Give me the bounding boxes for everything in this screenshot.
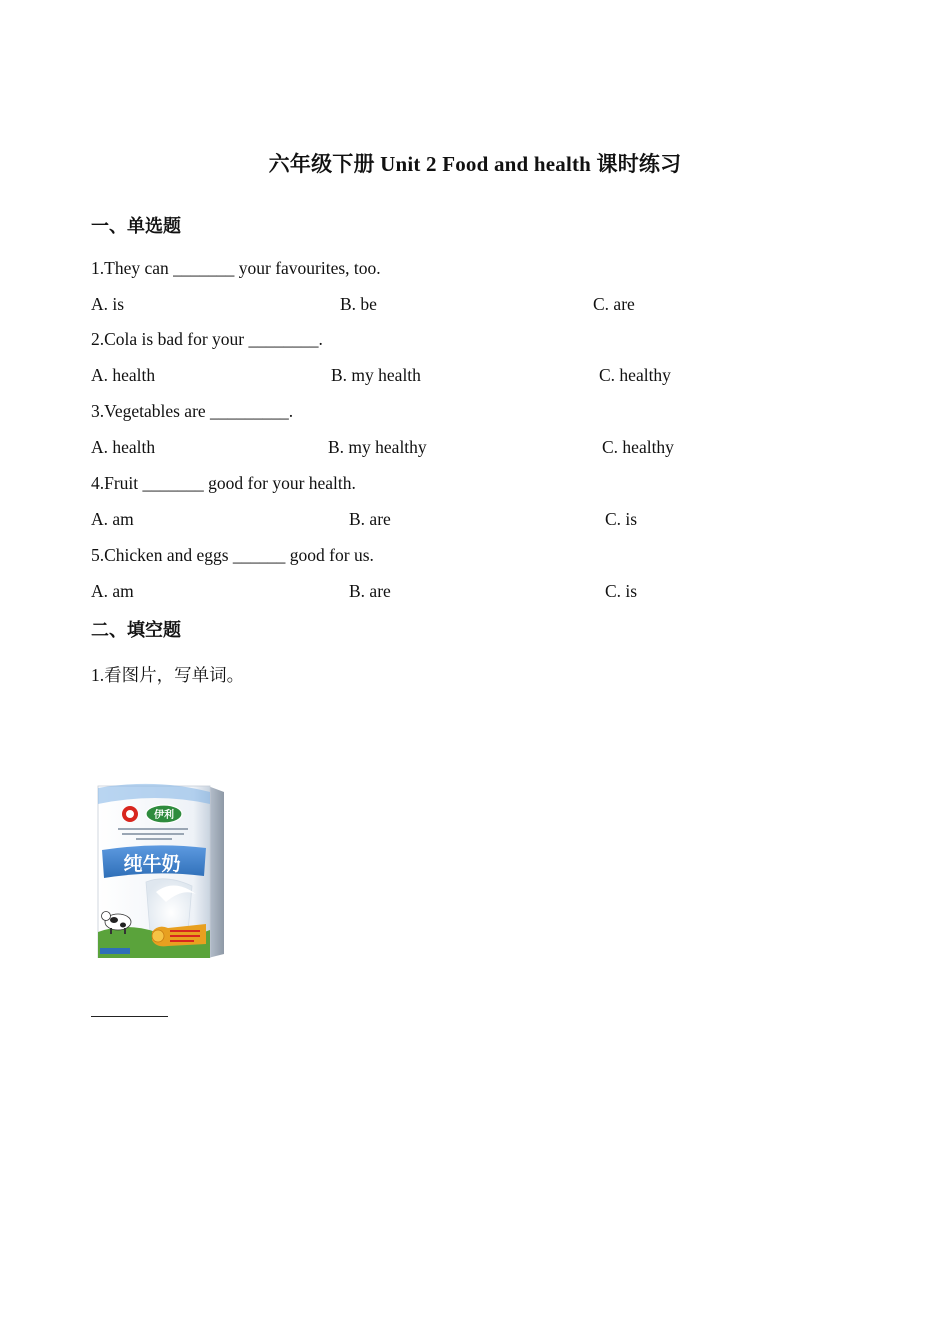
question-1-option-c: C. are xyxy=(593,294,635,314)
question-2-option-a: A. health xyxy=(91,365,156,385)
question-3-option-a: A. health xyxy=(91,437,156,457)
question-4-option-a: A. am xyxy=(91,509,134,529)
question-2-option-b: B. my health xyxy=(331,365,421,385)
fill-question-1-stem: 1.看图片，写单词。 xyxy=(91,665,245,685)
milk-carton-image xyxy=(96,782,228,958)
section-heading-fill-in: 二、填空题 xyxy=(91,620,181,640)
question-5-option-c: C. is xyxy=(605,581,638,601)
product-name-text: 纯牛奶 xyxy=(123,853,181,875)
question-4-option-b: B. are xyxy=(349,509,391,529)
question-5-stem: 5.Chicken and eggs ______ good for us. xyxy=(91,545,374,565)
question-5-option-b: B. are xyxy=(349,581,391,601)
question-1-option-b: B. be xyxy=(340,294,377,314)
question-3-option-c: C. healthy xyxy=(602,437,674,457)
question-4-option-c: C. is xyxy=(605,509,638,529)
answer-blank-line[interactable] xyxy=(91,1016,168,1017)
section-heading-single-choice: 一、单选题 xyxy=(91,216,181,236)
brand-text: 伊利 xyxy=(154,810,174,821)
question-5-option-a: A. am xyxy=(91,581,134,601)
question-3-stem: 3.Vegetables are _________. xyxy=(91,401,294,421)
question-3-option-b: B. my healthy xyxy=(328,437,427,457)
question-1-option-a: A. is xyxy=(91,294,125,314)
question-1-stem: 1.They can _______ your favourites, too. xyxy=(91,258,381,278)
question-4-stem: 4.Fruit _______ good for your health. xyxy=(91,473,356,493)
page-title: 六年级下册 Unit 2 Food and health 课时练习 xyxy=(268,152,682,176)
question-2-option-c: C. healthy xyxy=(599,365,671,385)
question-2-stem: 2.Cola is bad for your ________. xyxy=(91,329,323,349)
